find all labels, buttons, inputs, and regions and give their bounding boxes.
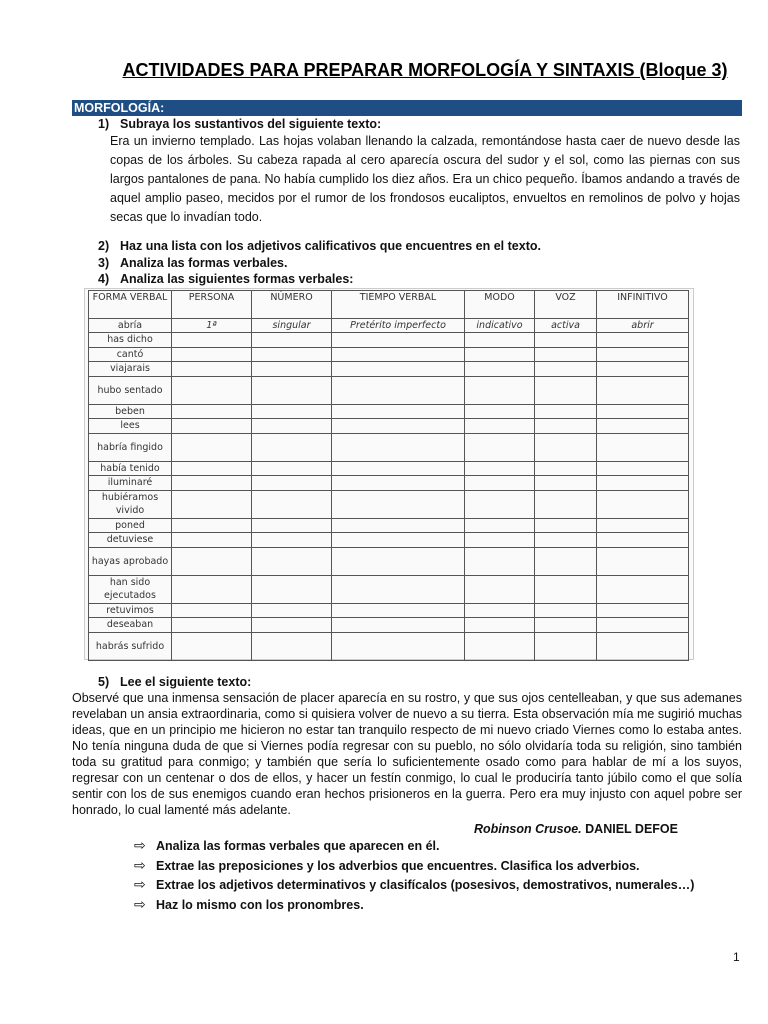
answer-cell[interactable] bbox=[332, 461, 465, 476]
answer-cell[interactable] bbox=[332, 419, 465, 434]
answer-cell[interactable] bbox=[465, 333, 535, 348]
task-item bbox=[134, 838, 439, 854]
answer-cell[interactable] bbox=[535, 461, 597, 476]
answer-cell[interactable] bbox=[597, 333, 689, 348]
question-number: 3) bbox=[98, 256, 110, 270]
answer-cell[interactable] bbox=[172, 404, 252, 419]
source-citation bbox=[474, 822, 678, 836]
answer-cell[interactable] bbox=[172, 518, 252, 533]
verb-form-cell: hubo sentado bbox=[89, 376, 172, 404]
section-heading-morfologia: MORFOLOGÍA: bbox=[72, 100, 742, 116]
task-item bbox=[134, 897, 364, 913]
table-row bbox=[89, 603, 689, 618]
verb-form-cell: cantó bbox=[89, 347, 172, 362]
answer-cell[interactable] bbox=[597, 603, 689, 618]
answer-cell[interactable] bbox=[172, 632, 252, 660]
answer-cell[interactable] bbox=[172, 376, 252, 404]
answer-cell[interactable] bbox=[172, 490, 252, 518]
table-row bbox=[89, 547, 689, 575]
answer-cell[interactable] bbox=[332, 376, 465, 404]
text-passage-1: Era un invierno templado. Las hojas volaban llenando la calzada, remontándose hasta caer de nuevo desde las copas de los árboles. Su cabeza rapada al cero aparecía oscura del sudor y el sol, como las piernas con sus largos pantalones de pana. No había cumplido los diez años. Era un chico pequeño. Íbamos andando a través de aquel amplio paseo, mecidos por el rumor de los frondosos eucaliptos, envueltos en remolinos de polvo y hojas secas que lo invadían todo. bbox=[110, 134, 740, 224]
answer-cell[interactable] bbox=[172, 575, 252, 603]
author-name: DANIEL DEFOE bbox=[585, 822, 678, 836]
arrow-icon: ⇨ bbox=[134, 858, 146, 874]
answer-cell[interactable] bbox=[535, 433, 597, 461]
answer-cell[interactable] bbox=[172, 618, 252, 633]
answer-cell[interactable] bbox=[252, 433, 332, 461]
table-row bbox=[89, 490, 689, 518]
answer-cell[interactable] bbox=[465, 404, 535, 419]
answer-cell[interactable] bbox=[332, 603, 465, 618]
answer-cell[interactable] bbox=[172, 333, 252, 348]
verb-form-cell: habrás sufrido bbox=[89, 632, 172, 660]
answer-cell[interactable] bbox=[252, 547, 332, 575]
answer-cell[interactable] bbox=[252, 333, 332, 348]
answer-cell[interactable] bbox=[535, 575, 597, 603]
text-passage-2: Observé que una inmensa sensación de placer aparecía en su rostro, y que sus ojos centelleaban, y que sus ademanes revelaban un ansia extraordinaria, como si quisiera volver de nuevo a su tierra. Esta observación mía me sugirió muchas ideas, que en un principio me hicieron no estar tan tranquilo respecto de mi nuevo criado Viernes como lo estaba antes. No tenía ninguna duda de que si Viernes podía regresar con su pueblo, no sólo olvidaría toda su religión, sino también toda su gratitud para conmigo; y también que sería lo suficientemente osado como para hablar de mí a los suyos, regresar con un centenar o dos de ellos, y hacer un festín conmigo, lo cual le produciría tanto júbilo como el que solía sentir con los de sus enemigos cuando eran hechos prisioneros en la guerra. Pero era muy injusto con aquel pobre ser honrado, lo cual lamenté más adelante. bbox=[72, 691, 742, 817]
answer-cell[interactable] bbox=[332, 333, 465, 348]
answer-cell[interactable] bbox=[465, 533, 535, 548]
table-row bbox=[89, 476, 689, 491]
answer-cell[interactable] bbox=[535, 490, 597, 518]
question-number: 1) bbox=[98, 117, 110, 131]
answer-cell[interactable] bbox=[172, 461, 252, 476]
question-text: Haz una lista con los adjetivos calificativos que encuentres en el texto. bbox=[120, 239, 541, 253]
answer-cell[interactable] bbox=[535, 533, 597, 548]
answer-cell[interactable] bbox=[535, 333, 597, 348]
answer-cell[interactable] bbox=[332, 618, 465, 633]
answer-cell[interactable] bbox=[465, 547, 535, 575]
answer-cell[interactable] bbox=[332, 632, 465, 660]
task-text: Analiza las formas verbales que aparecen en él. bbox=[156, 839, 440, 853]
answer-cell[interactable] bbox=[597, 575, 689, 603]
answer-cell[interactable] bbox=[252, 632, 332, 660]
answer-cell[interactable] bbox=[172, 347, 252, 362]
answer-cell[interactable] bbox=[252, 518, 332, 533]
example-cell: activa bbox=[535, 319, 597, 333]
table-row bbox=[89, 347, 689, 362]
question-text: Lee el siguiente texto: bbox=[120, 675, 252, 689]
column-header: FORMA VERBAL bbox=[89, 291, 172, 319]
answer-cell[interactable] bbox=[465, 376, 535, 404]
answer-cell[interactable] bbox=[332, 490, 465, 518]
table-header-row bbox=[89, 291, 689, 319]
question-text: Subraya los sustantivos del siguiente texto: bbox=[120, 117, 382, 131]
table-row bbox=[89, 362, 689, 377]
example-cell: 1ª bbox=[172, 319, 252, 333]
answer-cell[interactable] bbox=[597, 533, 689, 548]
example-cell: indicativo bbox=[465, 319, 535, 333]
question-1 bbox=[98, 117, 381, 131]
verb-form-cell: iluminaré bbox=[89, 476, 172, 491]
answer-cell[interactable] bbox=[597, 419, 689, 434]
answer-cell[interactable] bbox=[597, 618, 689, 633]
answer-cell[interactable] bbox=[332, 547, 465, 575]
question-text: Analiza las siguientes formas verbales: bbox=[120, 272, 354, 286]
example-cell: Pretérito imperfecto bbox=[332, 319, 465, 333]
verb-analysis-table bbox=[88, 290, 689, 661]
column-header: MODO bbox=[465, 291, 535, 319]
answer-cell[interactable] bbox=[465, 632, 535, 660]
answer-cell[interactable] bbox=[252, 533, 332, 548]
verb-form-cell: hayas aprobado bbox=[89, 547, 172, 575]
answer-cell[interactable] bbox=[172, 533, 252, 548]
verb-form-cell: hubiéramos vivido bbox=[89, 490, 172, 518]
answer-cell[interactable] bbox=[252, 575, 332, 603]
page-number: 1 bbox=[733, 950, 740, 964]
answer-cell[interactable] bbox=[252, 490, 332, 518]
answer-cell[interactable] bbox=[332, 518, 465, 533]
verb-form-cell: habría fingido bbox=[89, 433, 172, 461]
verb-form-cell: abría bbox=[89, 319, 172, 333]
answer-cell[interactable] bbox=[172, 433, 252, 461]
question-3 bbox=[98, 256, 287, 270]
answer-cell[interactable] bbox=[252, 461, 332, 476]
verb-form-cell: detuviese bbox=[89, 533, 172, 548]
verb-form-cell: lees bbox=[89, 419, 172, 434]
answer-cell[interactable] bbox=[252, 618, 332, 633]
verb-form-cell: beben bbox=[89, 404, 172, 419]
table-row bbox=[89, 376, 689, 404]
answer-cell[interactable] bbox=[465, 433, 535, 461]
question-2 bbox=[98, 239, 541, 253]
answer-cell[interactable] bbox=[597, 518, 689, 533]
answer-cell[interactable] bbox=[465, 419, 535, 434]
answer-cell[interactable] bbox=[597, 347, 689, 362]
table-row bbox=[89, 518, 689, 533]
task-item bbox=[134, 858, 640, 874]
answer-cell[interactable] bbox=[535, 632, 597, 660]
answer-cell[interactable] bbox=[535, 376, 597, 404]
answer-cell[interactable] bbox=[535, 347, 597, 362]
answer-cell[interactable] bbox=[332, 433, 465, 461]
question-text: Analiza las formas verbales. bbox=[120, 256, 288, 270]
column-header: PERSONA bbox=[172, 291, 252, 319]
example-cell: abrir bbox=[597, 319, 689, 333]
column-header: NÚMERO bbox=[252, 291, 332, 319]
answer-cell[interactable] bbox=[172, 603, 252, 618]
answer-cell[interactable] bbox=[597, 404, 689, 419]
answer-cell[interactable] bbox=[535, 547, 597, 575]
answer-cell[interactable] bbox=[465, 362, 535, 377]
question-number: 4) bbox=[98, 272, 110, 286]
task-text: Haz lo mismo con los pronombres. bbox=[156, 898, 364, 912]
verb-form-cell: poned bbox=[89, 518, 172, 533]
answer-cell[interactable] bbox=[172, 419, 252, 434]
column-header: INFINITIVO bbox=[597, 291, 689, 319]
answer-cell[interactable] bbox=[535, 404, 597, 419]
answer-cell[interactable] bbox=[535, 476, 597, 491]
task-text: Extrae los adjetivos determinativos y clasifícalos (posesivos, demostrativos, numerales…) bbox=[156, 878, 695, 892]
table-row bbox=[89, 419, 689, 434]
answer-cell[interactable] bbox=[597, 362, 689, 377]
table-row bbox=[89, 632, 689, 660]
answer-cell[interactable] bbox=[597, 547, 689, 575]
table-row bbox=[89, 404, 689, 419]
question-4 bbox=[98, 272, 353, 286]
table-row bbox=[89, 618, 689, 633]
table-row bbox=[89, 533, 689, 548]
verb-form-cell: han sido ejecutados bbox=[89, 575, 172, 603]
answer-cell[interactable] bbox=[252, 376, 332, 404]
verb-form-cell: había tenido bbox=[89, 461, 172, 476]
answer-cell[interactable] bbox=[465, 476, 535, 491]
answer-cell[interactable] bbox=[252, 603, 332, 618]
answer-cell[interactable] bbox=[252, 476, 332, 491]
answer-cell[interactable] bbox=[465, 603, 535, 618]
verb-form-cell: has dicho bbox=[89, 333, 172, 348]
answer-cell[interactable] bbox=[535, 603, 597, 618]
verb-form-cell: viajarais bbox=[89, 362, 172, 377]
answer-cell[interactable] bbox=[332, 476, 465, 491]
table-row bbox=[89, 433, 689, 461]
book-title: Robinson Crusoe. bbox=[474, 822, 582, 836]
answer-cell[interactable] bbox=[252, 362, 332, 377]
example-row bbox=[89, 319, 689, 333]
question-number: 5) bbox=[98, 675, 110, 689]
arrow-icon: ⇨ bbox=[134, 838, 146, 854]
answer-cell[interactable] bbox=[252, 404, 332, 419]
answer-cell[interactable] bbox=[597, 376, 689, 404]
answer-cell[interactable] bbox=[252, 347, 332, 362]
answer-cell[interactable] bbox=[465, 490, 535, 518]
answer-cell[interactable] bbox=[535, 362, 597, 377]
answer-cell[interactable] bbox=[332, 362, 465, 377]
table-row bbox=[89, 575, 689, 603]
page-title: ACTIVIDADES PARA PREPARAR MORFOLOGÍA Y SINTAXIS (Bloque 3) bbox=[122, 60, 728, 80]
verb-form-cell: retuvimos bbox=[89, 603, 172, 618]
answer-cell[interactable] bbox=[172, 362, 252, 377]
answer-cell[interactable] bbox=[535, 618, 597, 633]
column-header: TIEMPO VERBAL bbox=[332, 291, 465, 319]
table-row bbox=[89, 333, 689, 348]
answer-cell[interactable] bbox=[597, 461, 689, 476]
column-header: VOZ bbox=[535, 291, 597, 319]
answer-cell[interactable] bbox=[597, 476, 689, 491]
answer-cell[interactable] bbox=[597, 433, 689, 461]
answer-cell[interactable] bbox=[535, 419, 597, 434]
answer-cell[interactable] bbox=[332, 404, 465, 419]
table-row bbox=[89, 461, 689, 476]
answer-cell[interactable] bbox=[465, 347, 535, 362]
answer-cell[interactable] bbox=[332, 575, 465, 603]
verb-form-cell: deseaban bbox=[89, 618, 172, 633]
arrow-icon: ⇨ bbox=[134, 897, 146, 913]
example-cell: singular bbox=[252, 319, 332, 333]
answer-cell[interactable] bbox=[465, 461, 535, 476]
answer-cell[interactable] bbox=[535, 518, 597, 533]
answer-cell[interactable] bbox=[172, 476, 252, 491]
answer-cell[interactable] bbox=[597, 632, 689, 660]
task-text: Extrae las preposiciones y los adverbios que encuentres. Clasifica los adverbios. bbox=[156, 859, 640, 873]
answer-cell[interactable] bbox=[465, 518, 535, 533]
question-5 bbox=[98, 675, 251, 689]
answer-cell[interactable] bbox=[172, 547, 252, 575]
answer-cell[interactable] bbox=[465, 575, 535, 603]
answer-cell[interactable] bbox=[597, 490, 689, 518]
answer-cell[interactable] bbox=[252, 419, 332, 434]
answer-cell[interactable] bbox=[332, 347, 465, 362]
task-item bbox=[134, 877, 694, 893]
arrow-icon: ⇨ bbox=[134, 877, 146, 893]
answer-cell[interactable] bbox=[465, 618, 535, 633]
question-number: 2) bbox=[98, 239, 110, 253]
answer-cell[interactable] bbox=[332, 533, 465, 548]
